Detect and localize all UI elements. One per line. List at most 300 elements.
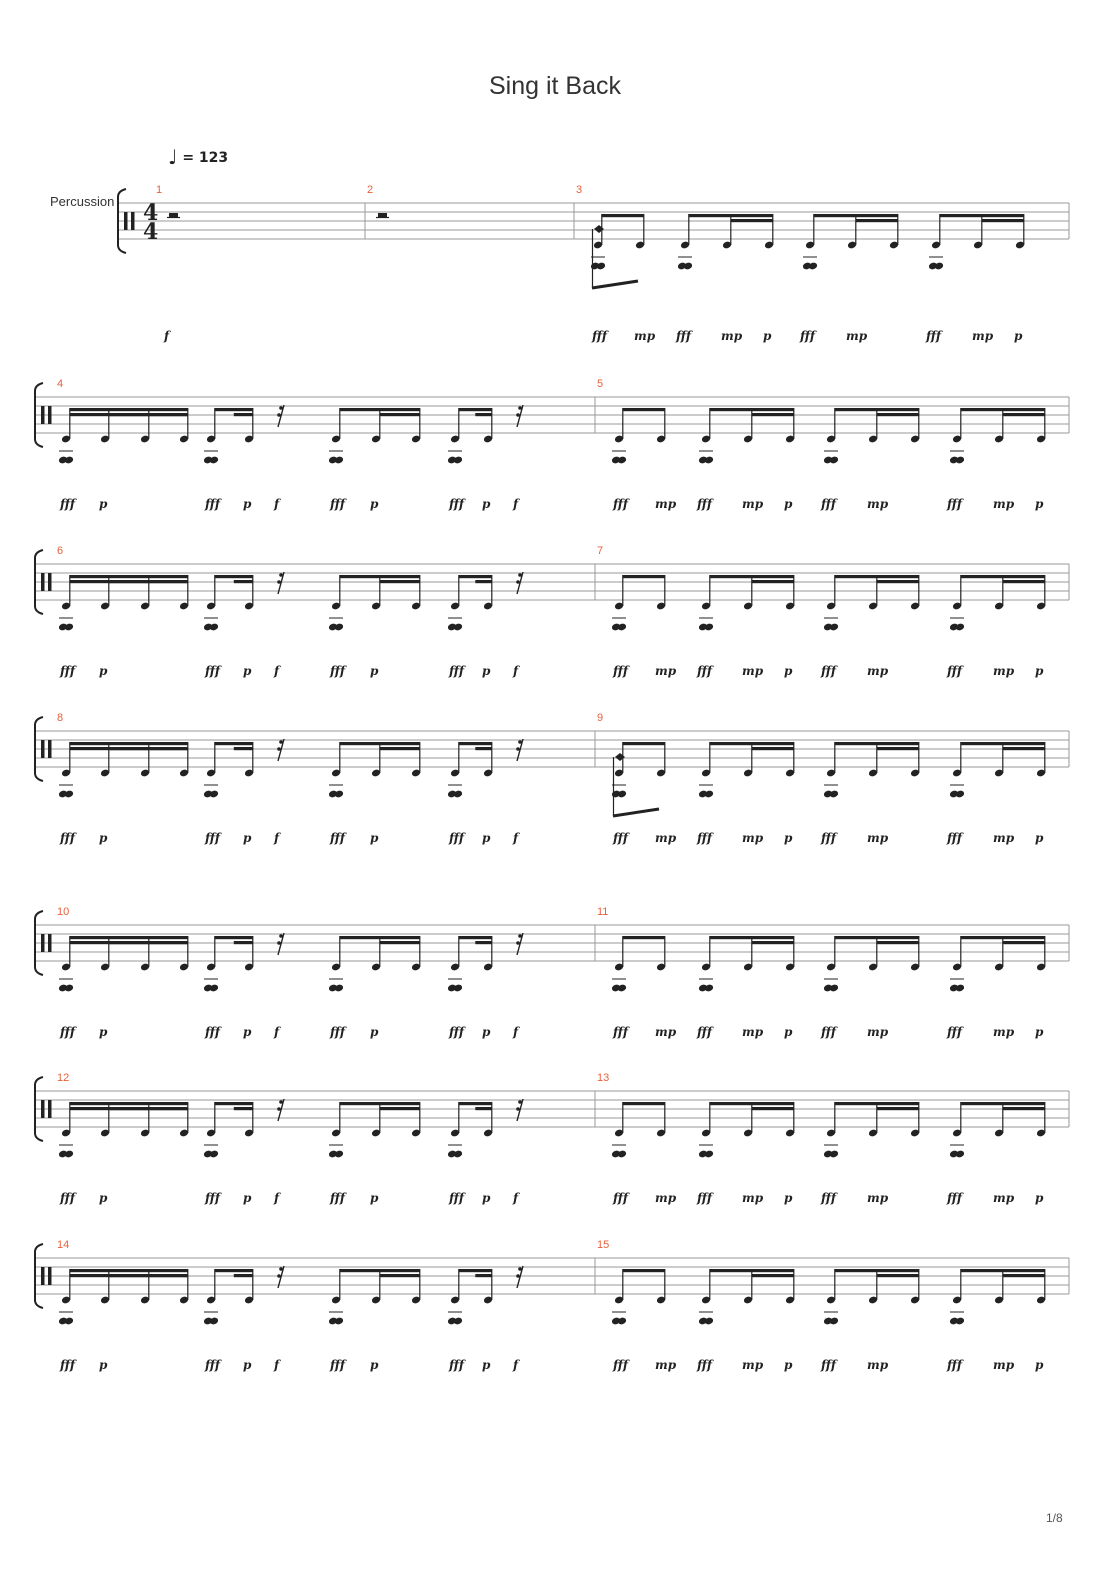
sixteenth-rest-icon: [518, 406, 522, 410]
note-head: [64, 984, 74, 993]
beam: [961, 1102, 1045, 1105]
dynamic-marking: p: [482, 1358, 491, 1372]
note-head: [453, 1150, 463, 1159]
note-head: [829, 1317, 839, 1326]
sixteenth-rest-icon: [279, 1100, 283, 1104]
dynamic-marking: mp: [993, 664, 1015, 678]
dynamic-marking: fff: [60, 497, 76, 511]
sixteenth-rest-icon: [518, 934, 522, 938]
beam: [215, 408, 253, 411]
dynamic-marking: f: [274, 1191, 280, 1205]
note-head: [704, 984, 714, 993]
accent-mark: [615, 753, 625, 761]
note-head: [453, 1317, 463, 1326]
beam: [877, 413, 919, 416]
beam: [459, 936, 492, 939]
dynamic-marking: mp: [742, 1358, 764, 1372]
measure-number: 8: [57, 712, 64, 724]
beam: [475, 580, 492, 583]
beam: [234, 413, 253, 416]
measure-number: 3: [576, 184, 583, 196]
beam: [234, 941, 253, 944]
beam: [459, 742, 492, 745]
note-head: [453, 790, 463, 799]
dynamic-marking: fff: [676, 329, 692, 343]
note-head: [334, 623, 344, 632]
percussion-clef-icon: [131, 212, 135, 230]
beam: [475, 747, 492, 750]
sixteenth-rest-icon: [516, 1107, 520, 1111]
note-head: [334, 1150, 344, 1159]
sixteenth-rest-icon: [516, 941, 520, 945]
staff-system: [35, 1072, 1069, 1205]
beam: [1003, 1274, 1045, 1277]
dynamic-marking: mp: [655, 1358, 677, 1372]
percussion-clef-icon: [41, 934, 45, 952]
dynamic-marking: fff: [449, 664, 465, 678]
dynamic-marking: p: [370, 497, 379, 511]
note-head: [808, 262, 818, 271]
measure-number: 5: [597, 378, 604, 390]
beam: [70, 413, 188, 416]
note-head: [64, 1150, 74, 1159]
beam: [731, 219, 773, 222]
dynamic-marking: fff: [821, 1025, 837, 1039]
beam: [215, 936, 253, 939]
dynamic-marking: p: [1035, 831, 1044, 845]
beam: [475, 413, 492, 416]
beam: [982, 219, 1024, 222]
beam: [835, 1102, 919, 1105]
beam: [70, 747, 188, 750]
dynamic-marking: p: [1014, 329, 1023, 343]
sixteenth-rest-icon: [518, 1100, 522, 1104]
sixteenth-rest-icon: [277, 580, 281, 584]
note-head: [617, 1150, 627, 1159]
sixteenth-rest-icon: [516, 1274, 520, 1278]
dynamic-marking: f: [513, 1191, 519, 1205]
dynamic-marking: fff: [592, 329, 608, 343]
note-head: [617, 456, 627, 465]
dynamic-marking: p: [784, 1191, 793, 1205]
beam: [380, 941, 420, 944]
note-head: [617, 790, 627, 799]
beam: [380, 1274, 420, 1277]
dynamic-marking: p: [1035, 664, 1044, 678]
dynamic-marking: mp: [867, 1358, 889, 1372]
sixteenth-rest-icon: [279, 934, 283, 938]
beam: [623, 575, 665, 578]
dynamic-marking: mp: [993, 1025, 1015, 1039]
beam: [752, 747, 794, 750]
beam: [475, 941, 492, 944]
dynamic-marking: fff: [330, 1025, 346, 1039]
beam: [459, 408, 492, 411]
dynamic-marking: fff: [613, 1191, 629, 1205]
dynamic-marking: f: [513, 1025, 519, 1039]
dynamic-marking: fff: [947, 1025, 963, 1039]
dynamic-marking: fff: [613, 1025, 629, 1039]
note-head: [64, 623, 74, 632]
dynamic-marking: p: [99, 1358, 108, 1372]
beam: [623, 1269, 665, 1272]
beam: [592, 281, 638, 288]
half-rest-icon: [169, 213, 178, 218]
beam: [710, 575, 794, 578]
dynamic-marking: f: [274, 831, 280, 845]
note-head: [64, 790, 74, 799]
dynamic-marking: mp: [655, 1025, 677, 1039]
note-head: [934, 262, 944, 271]
beam: [623, 1102, 665, 1105]
beam: [835, 1269, 919, 1272]
note-head: [704, 623, 714, 632]
beam: [215, 575, 253, 578]
beam: [623, 742, 665, 745]
sixteenth-rest-icon: [516, 580, 520, 584]
note-head: [617, 623, 627, 632]
beam: [752, 1274, 794, 1277]
dynamic-marking: fff: [449, 1358, 465, 1372]
sixteenth-rest-icon: [277, 413, 281, 417]
dynamic-marking: p: [370, 1191, 379, 1205]
sixteenth-rest-icon: [279, 406, 283, 410]
dynamic-marking: mp: [742, 664, 764, 678]
note-head: [209, 984, 219, 993]
dynamic-marking: mp: [993, 497, 1015, 511]
beam: [70, 575, 188, 578]
beam: [710, 408, 794, 411]
dynamic-marking: mp: [655, 497, 677, 511]
beam: [877, 1107, 919, 1110]
beam: [710, 936, 794, 939]
dynamic-marking: p: [784, 1025, 793, 1039]
percussion-clef-icon: [48, 740, 52, 758]
note-head: [209, 623, 219, 632]
dynamic-marking: fff: [330, 497, 346, 511]
measure-number: 1: [156, 184, 163, 196]
beam: [70, 941, 188, 944]
beam: [623, 408, 665, 411]
beam: [877, 1274, 919, 1277]
dynamic-marking: p: [784, 1358, 793, 1372]
beam: [475, 1107, 492, 1110]
note-head: [829, 456, 839, 465]
dynamic-marking: f: [274, 497, 280, 511]
dynamic-marking: fff: [205, 497, 221, 511]
note-head: [955, 1150, 965, 1159]
dynamic-marking: fff: [697, 1025, 713, 1039]
dynamic-marking: p: [370, 1025, 379, 1039]
dynamic-marking: fff: [613, 1358, 629, 1372]
dynamic-marking: p: [370, 664, 379, 678]
dynamic-marking: mp: [655, 1191, 677, 1205]
beam: [70, 1274, 188, 1277]
dynamic-marking: fff: [821, 831, 837, 845]
dynamic-marking: fff: [330, 831, 346, 845]
dynamic-marking: fff: [330, 1358, 346, 1372]
sixteenth-rest-icon: [279, 740, 283, 744]
beam: [752, 1107, 794, 1110]
sixteenth-rest-icon: [516, 747, 520, 751]
beam: [710, 1269, 794, 1272]
note-head: [829, 623, 839, 632]
note-head: [829, 984, 839, 993]
beam: [623, 936, 665, 939]
beam: [835, 742, 919, 745]
beam: [459, 575, 492, 578]
dynamic-marking: mp: [655, 831, 677, 845]
quarter-note-icon: ♩: [168, 145, 178, 169]
dynamic-marking: fff: [60, 1025, 76, 1039]
beam: [877, 747, 919, 750]
page-number: 1/8: [1046, 1511, 1063, 1525]
dynamic-marking: fff: [613, 831, 629, 845]
instrument-name: Percussion: [50, 194, 115, 209]
staff-system: [35, 378, 1069, 511]
note-head: [955, 456, 965, 465]
beam: [70, 742, 188, 745]
dynamic-marking: fff: [60, 1191, 76, 1205]
dynamic-marking: fff: [947, 831, 963, 845]
beam: [380, 580, 420, 583]
dynamic-marking: mp: [634, 329, 656, 343]
percussion-clef-icon: [48, 934, 52, 952]
measure-number: 12: [57, 1072, 70, 1084]
beam: [340, 936, 420, 939]
beam: [961, 575, 1045, 578]
dynamic-marking: mp: [846, 329, 868, 343]
note-head: [334, 456, 344, 465]
note-head: [209, 790, 219, 799]
dynamic-marking: fff: [613, 664, 629, 678]
beam: [710, 1102, 794, 1105]
note-head: [704, 1317, 714, 1326]
dynamic-marking: p: [482, 664, 491, 678]
beam: [380, 1107, 420, 1110]
dynamic-marking: mp: [993, 1191, 1015, 1205]
dynamic-marking: fff: [697, 664, 713, 678]
dynamic-marking: p: [243, 497, 252, 511]
dynamic-marking: p: [1035, 1191, 1044, 1205]
sixteenth-rest-icon: [518, 1267, 522, 1271]
beam: [940, 214, 1024, 217]
percussion-clef-icon: [41, 406, 45, 424]
note-head: [453, 623, 463, 632]
staff-system: [35, 712, 1069, 845]
beam: [835, 408, 919, 411]
measure-number: 9: [597, 712, 604, 724]
dynamic-marking: fff: [449, 1025, 465, 1039]
note-head: [704, 1150, 714, 1159]
beam: [835, 575, 919, 578]
time-signature-top: 4: [143, 200, 159, 226]
tempo-value: = 123: [182, 150, 229, 166]
dynamic-marking: mp: [867, 831, 889, 845]
measure-number: 13: [597, 1072, 610, 1084]
dynamic-marking: fff: [60, 664, 76, 678]
dynamic-marking: p: [784, 664, 793, 678]
dynamic-marking: mp: [993, 1358, 1015, 1372]
dynamic-marking: p: [370, 1358, 379, 1372]
beam: [613, 809, 659, 816]
dynamic-marking: fff: [821, 497, 837, 511]
beam: [340, 408, 420, 411]
beam: [961, 936, 1045, 939]
dynamic-marking: p: [482, 1191, 491, 1205]
percussion-clef-icon: [41, 573, 45, 591]
dynamic-marking: mp: [742, 1191, 764, 1205]
dynamic-marking: fff: [697, 1191, 713, 1205]
dynamic-marking: fff: [449, 831, 465, 845]
dynamic-marking: mp: [972, 329, 994, 343]
dynamic-marking: fff: [947, 497, 963, 511]
beam: [1003, 941, 1045, 944]
sixteenth-rest-icon: [277, 747, 281, 751]
dynamic-marking: fff: [60, 831, 76, 845]
beam: [856, 219, 898, 222]
accent-mark: [594, 225, 604, 233]
dynamic-marking: p: [99, 1025, 108, 1039]
dynamic-marking: fff: [60, 1358, 76, 1372]
dynamic-marking: fff: [926, 329, 942, 343]
dynamic-marking: fff: [205, 831, 221, 845]
beam: [602, 214, 644, 217]
sixteenth-rest-icon: [277, 1274, 281, 1278]
beam: [340, 1269, 420, 1272]
dynamic-marking: mp: [993, 831, 1015, 845]
note-head: [209, 456, 219, 465]
dynamic-marking: fff: [205, 1191, 221, 1205]
dynamic-marking: fff: [947, 1191, 963, 1205]
beam: [961, 1269, 1045, 1272]
percussion-clef-icon: [48, 1100, 52, 1118]
dynamic-marking: mp: [867, 1191, 889, 1205]
dynamic-marking: p: [482, 831, 491, 845]
note-head: [955, 1317, 965, 1326]
dynamic-marking: p: [784, 831, 793, 845]
dynamic-marking: p: [370, 831, 379, 845]
beam: [215, 1269, 253, 1272]
beam: [475, 1274, 492, 1277]
sixteenth-rest-icon: [277, 1107, 281, 1111]
note-head: [334, 984, 344, 993]
time-signature-bottom: 4: [143, 219, 159, 245]
percussion-clef-icon: [41, 1267, 45, 1285]
dynamic-marking: mp: [721, 329, 743, 343]
beam: [459, 1102, 492, 1105]
measure-number: 4: [57, 378, 64, 390]
beam: [234, 1107, 253, 1110]
beam: [877, 941, 919, 944]
dynamic-marking: fff: [821, 1358, 837, 1372]
dynamic-marking: fff: [947, 1358, 963, 1372]
note-head: [955, 790, 965, 799]
dynamic-marking: f: [274, 1358, 280, 1372]
measure-number: 14: [57, 1239, 70, 1251]
dynamic-marking: p: [243, 831, 252, 845]
beam: [340, 742, 420, 745]
dynamic-marking: fff: [613, 497, 629, 511]
note-head: [209, 1150, 219, 1159]
dynamic-marking: mp: [867, 664, 889, 678]
dynamic-marking: p: [99, 497, 108, 511]
dynamic-marking: fff: [330, 664, 346, 678]
beam: [1003, 747, 1045, 750]
note-head: [453, 456, 463, 465]
beam: [70, 408, 188, 411]
beam: [70, 936, 188, 939]
beam: [689, 214, 773, 217]
beam: [1003, 580, 1045, 583]
percussion-clef-icon: [41, 1100, 45, 1118]
beam: [752, 580, 794, 583]
dynamic-marking: p: [1035, 1358, 1044, 1372]
beam: [340, 575, 420, 578]
dynamic-marking: fff: [821, 1191, 837, 1205]
note-head: [209, 1317, 219, 1326]
note-head: [704, 790, 714, 799]
dynamic-marking: p: [482, 497, 491, 511]
dynamic-marking: mp: [742, 497, 764, 511]
percussion-clef-icon: [48, 406, 52, 424]
beam: [835, 936, 919, 939]
dynamic-marking: mp: [742, 1025, 764, 1039]
dynamic-marking: fff: [449, 1191, 465, 1205]
percussion-clef-icon: [41, 740, 45, 758]
beam: [1003, 1107, 1045, 1110]
sixteenth-rest-icon: [518, 573, 522, 577]
note-head: [683, 262, 693, 271]
beam: [752, 413, 794, 416]
measure-number: 11: [597, 906, 609, 918]
dynamic-marking: p: [243, 1358, 252, 1372]
beam: [380, 413, 420, 416]
dynamic-marking: fff: [821, 664, 837, 678]
note-head: [955, 984, 965, 993]
dynamic-marking: f: [513, 497, 519, 511]
beam: [70, 580, 188, 583]
note-head: [617, 984, 627, 993]
dynamic-marking: p: [243, 1025, 252, 1039]
dynamic-marking: p: [99, 1191, 108, 1205]
percussion-clef-icon: [48, 573, 52, 591]
note-head: [617, 1317, 627, 1326]
beam: [215, 1102, 253, 1105]
dynamic-marking: f: [513, 664, 519, 678]
sixteenth-rest-icon: [518, 740, 522, 744]
measure-number: 6: [57, 545, 64, 557]
dynamic-marking: f: [513, 831, 519, 845]
dynamic-marking: p: [99, 831, 108, 845]
note-head: [829, 1150, 839, 1159]
note-head: [704, 456, 714, 465]
dynamic-marking: fff: [697, 497, 713, 511]
beam: [459, 1269, 492, 1272]
dynamic-marking: fff: [697, 1358, 713, 1372]
staff-system: [35, 1239, 1069, 1372]
dynamic-marking: fff: [330, 1191, 346, 1205]
dynamic-marking: mp: [655, 664, 677, 678]
dynamic-marking: mp: [867, 1025, 889, 1039]
half-rest-icon: [378, 213, 387, 218]
note-head: [955, 623, 965, 632]
dynamic-marking: mp: [742, 831, 764, 845]
dynamic-marking: f: [274, 664, 280, 678]
dynamic-marking: fff: [205, 1358, 221, 1372]
dynamic-marking: fff: [697, 831, 713, 845]
dynamic-marking: fff: [205, 664, 221, 678]
